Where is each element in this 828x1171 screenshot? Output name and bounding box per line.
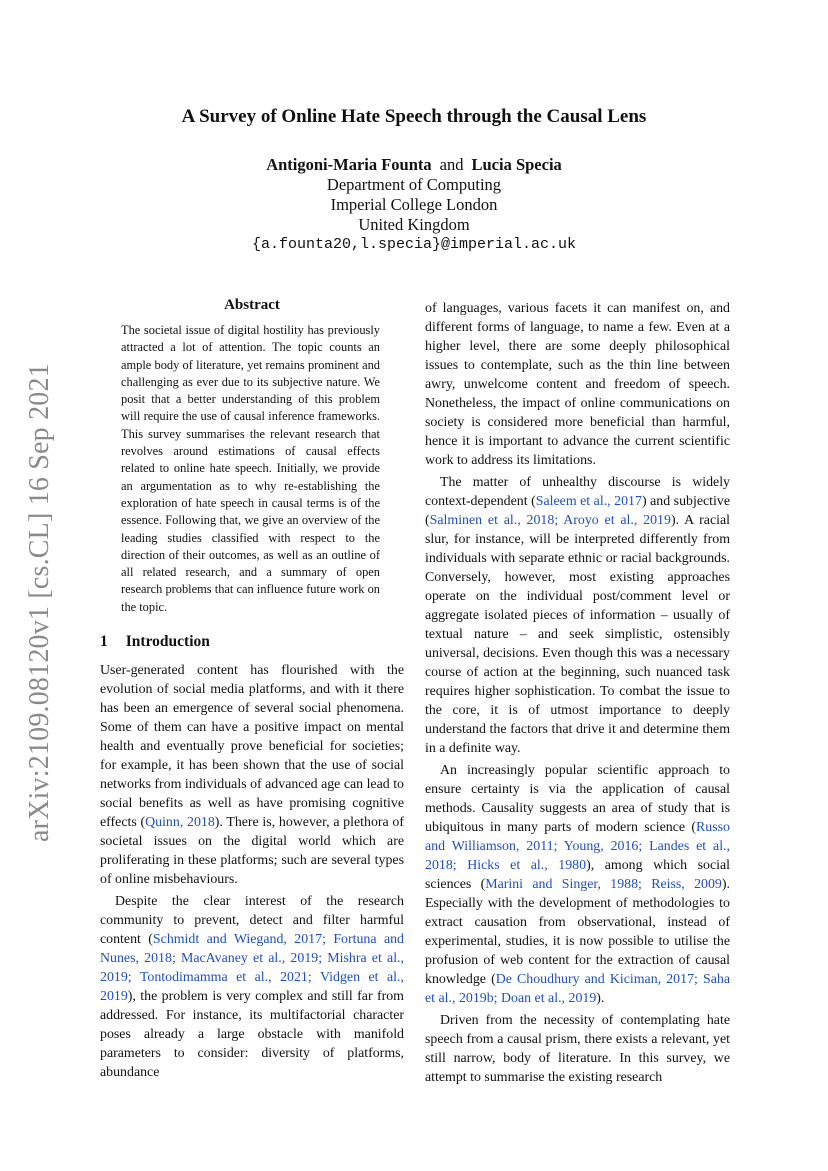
citation-link[interactable]: Quinn, 2018 bbox=[145, 815, 215, 830]
text-run: Despite the clear interest of the research community to prevent, detect and filter harmful content ( bbox=[100, 894, 404, 947]
text-run: ), the problem is very complex and still far from addressed. For instance, its multifactorial character poses already a large obstacle with manifold parameters to consider: diversity of platforms, abundance bbox=[100, 989, 404, 1080]
citation-link[interactable]: Schmidt and Wiegand, 2017; Fortuna and Nunes, 2018; MacAvaney et al., 2019; Mishra et al., 2019; Tontodimamma et al., 2021; Vidgen et al., 2019 bbox=[100, 932, 405, 1004]
author-email: {a.founta20,l.specia}@imperial.ac.uk bbox=[251, 236, 577, 253]
text-run: ) and subjective ( bbox=[425, 494, 730, 528]
paragraph bbox=[100, 892, 404, 1082]
left-column-body bbox=[100, 661, 404, 1082]
arxiv-stamp: arXiv:2109.08120v1 [cs.CL] 16 Sep 2021 bbox=[24, 363, 55, 842]
section-number: 1 bbox=[100, 633, 108, 650]
abstract-heading: Abstract bbox=[224, 297, 280, 313]
citation-link[interactable]: De Choudhury and Kiciman, 2017; Saha et al., 2019b; Doan et al., 2019 bbox=[425, 972, 731, 1006]
paragraph bbox=[100, 661, 404, 889]
citation-link[interactable]: Russo and Williamson, 2011; Young, 2016; Landes et al., 2018; Hicks et al., 1980 bbox=[425, 820, 730, 873]
abstract-text: The societal issue of digital hostility has previously attracted a lot of attention. The topic counts an ample body of literature, yet remains prominent and challenging as ever due to its subjective nature. We posit that a better understanding of this problem will require the use of causal inference frameworks. This survey summarises the relevant research that revolves around estimations of causal effects related to online hate speech. Initially, we provide an argumentation as to why re-establishing the exploration of hate speech in causal terms is of the essence. Following that, we give an overview of the leading studies classified with respect to the direction of their outcomes, as well as an outline of all related research, and a summary of open research problems that can influence future work on the topic. bbox=[121, 323, 380, 614]
text-run: ). bbox=[596, 991, 605, 1006]
paragraph: of languages, various facets it can manifest on, and different forms of language, to name a few. Even at a higher level, there are some deeply philosophical issues to contemplate, such as the thin line between awry, unwelcome content and freedom of speech. Nonetheless, the impact of online communications on society is considered more beneficial than harmful, hence it is important to advance the current scientific work to address its limitations. bbox=[425, 301, 730, 468]
paragraph bbox=[425, 761, 730, 1008]
text-run: User-generated content has flourished with the evolution of social media platforms, and with it there has been an emergence of several social phenomena. Some of them can have a positive impact on mental health and eventually prove beneficial for societies; for example, it has been shown that the use of social networks from individuals of advanced age can lead to social benefits as well as have promising cognitive effects ( bbox=[100, 663, 404, 830]
citation-link[interactable]: Saleem et al., 2017 bbox=[535, 494, 642, 509]
author-and: and bbox=[439, 155, 464, 174]
text-run: ), among which social sciences ( bbox=[425, 858, 730, 892]
paragraph: Driven from the necessity of contemplating hate speech from a causal prism, there exists a relevant, yet still narrow, body of literature. In this survey, we attempt to summarise the existing research bbox=[425, 1013, 730, 1085]
citation-link[interactable]: Salminen et al., 2018; Aroyo et al., 2019 bbox=[429, 513, 671, 528]
paper-title: A Survey of Online Hate Speech through the Causal Lens bbox=[181, 106, 647, 127]
text-run: ). A racial slur, for instance, will be interpreted differently from individuals with separate ethnic or racial backgrounds. Conversely, however, most existing approaches operate on the individual post/comment level or aggregate isolated pieces of information – usually of textual nature – and seek simplistic, ostensibly universal, decisions. Even though this was a necessary course of action at the beginning, such nuanced task requires higher sophistication. To combat the issue to the core, it is of utmost importance to deeply understand the factors that drive it and determine them in a definite way. bbox=[425, 513, 730, 756]
section-title: Introduction bbox=[125, 633, 210, 650]
text-run: ). There is, however, a plethora of societal issues on the digital world which are proliferating in these platforms; such are several types of online misbehaviours. bbox=[100, 815, 404, 887]
affiliation-country: United Kingdom bbox=[358, 215, 470, 234]
citation-link[interactable]: Marini and Singer, 1988; Reiss, 2009 bbox=[485, 877, 722, 892]
affiliation-department: Department of Computing bbox=[326, 175, 502, 194]
text-run: ). Especially with the development of methodologies to extract causation from observational, instead of experimental, studies, it is now possible to utilise the profusion of web content for the extraction of causal knowledge ( bbox=[425, 877, 730, 987]
author-2: Lucia Specia bbox=[471, 155, 562, 174]
section-heading bbox=[100, 633, 210, 651]
affiliation-institution: Imperial College London bbox=[330, 195, 498, 214]
author-names bbox=[0, 155, 828, 175]
text-run: An increasingly popular scientific approach to ensure certainty is via the application of causal methods. Causality suggests an area of study that is ubiquitous in many parts of modern science ( bbox=[425, 763, 730, 835]
text-run: The matter of unhealthy discourse is widely context-dependent ( bbox=[425, 475, 730, 509]
right-column-body bbox=[425, 299, 730, 1087]
author-block bbox=[0, 155, 828, 255]
author-1: Antigoni-Maria Founta bbox=[266, 155, 432, 174]
paragraph bbox=[425, 473, 730, 758]
